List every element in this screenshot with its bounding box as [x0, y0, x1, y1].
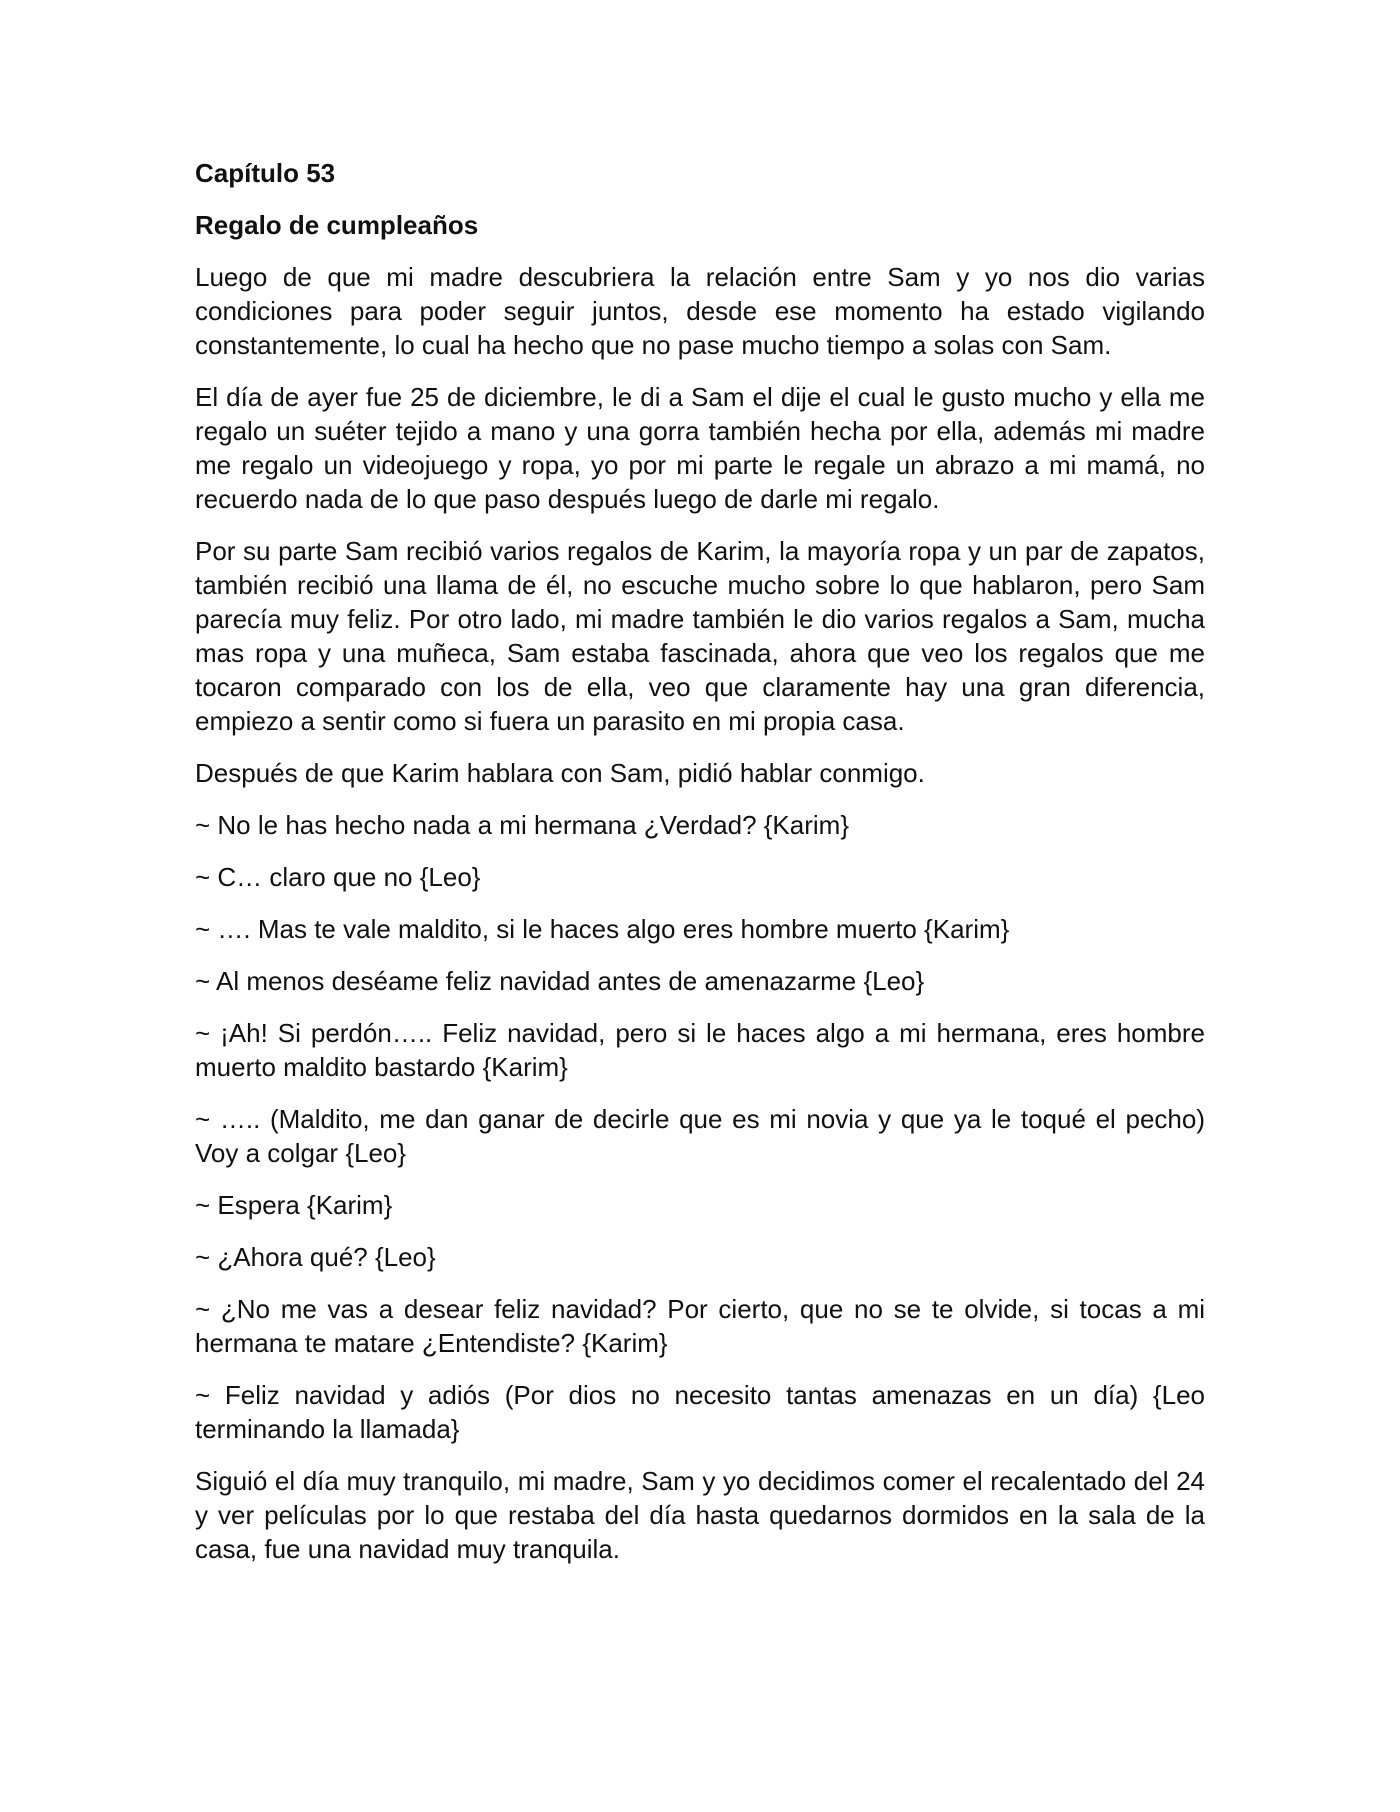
paragraph: Por su parte Sam recibió varios regalos de Karim, la mayoría ropa y un par de zapatos, también recibió una llama de él, no escuche mucho sobre lo que hablaron, pero Sam parecía muy feliz. Por otro lado, mi madre también le dio varios regalos a Sam, mucha mas ropa y una muñeca, Sam estaba fascinada, ahora que veo los regalos que me tocaron comparado con los de ella, veo que claramente hay una gran diferencia, empiezo a sentir como si fuera un parasito en mi propia casa. [195, 536, 1205, 736]
dialogue-line: ~ Feliz navidad y adiós (Por dios no necesito tantas amenazas en un día) {Leo terminando la llamada} [195, 1380, 1205, 1444]
dialogue-line: ~ No le has hecho nada a mi hermana ¿Verdad? {Karim} [195, 810, 850, 840]
dialogue-line: ~ ….. (Maldito, me dan ganar de decirle que es mi novia y que ya le toqué el pecho) Voy a colgar {Leo} [195, 1104, 1205, 1168]
paragraph: Siguió el día muy tranquilo, mi madre, Sam y yo decidimos comer el recalentado del 24 y ver películas por lo que restaba del día hasta quedarnos dormidos en la sala de la casa, fue una navidad muy tranquila. [195, 1466, 1205, 1564]
paragraph: Luego de que mi madre descubriera la relación entre Sam y yo nos dio varias condiciones para poder seguir juntos, desde ese momento ha estado vigilando constantemente, lo cual ha hecho que no pase mucho tiempo a solas con Sam. [195, 262, 1205, 360]
dialogue-line: ~ ¿Ahora qué? {Leo} [195, 1242, 436, 1272]
document-body [195, 156, 1205, 1584]
chapter-title: Regalo de cumpleaños [195, 210, 479, 240]
chapter-number: Capítulo 53 [195, 158, 336, 188]
paragraph: El día de ayer fue 25 de diciembre, le di a Sam el dije el cual le gusto mucho y ella me regalo un suéter tejido a mano y una gorra también hecha por ella, además mi madre me regalo un videojuego y ropa, yo por mi parte le regale un abrazo a mi mamá, no recuerdo nada de lo que paso después luego de darle mi regalo. [195, 382, 1205, 514]
dialogue-line: ~ …. Mas te vale maldito, si le haces algo eres hombre muerto {Karim} [195, 914, 1010, 944]
dialogue-line: ~ Espera {Karim} [195, 1190, 393, 1220]
dialogue-line: ~ ¡Ah! Si perdón….. Feliz navidad, pero si le haces algo a mi hermana, eres hombre muerto maldito bastardo {Karim} [195, 1018, 1205, 1082]
dialogue-line: ~ C… claro que no {Leo} [195, 862, 481, 892]
paragraph: Después de que Karim hablara con Sam, pidió hablar conmigo. [195, 758, 925, 788]
dialogue-line: ~ ¿No me vas a desear feliz navidad? Por cierto, que no se te olvide, si tocas a mi hermana te matare ¿Entendiste? {Karim} [195, 1294, 1205, 1358]
dialogue-line: ~ Al menos deséame feliz navidad antes de amenazarme {Leo} [195, 966, 925, 996]
